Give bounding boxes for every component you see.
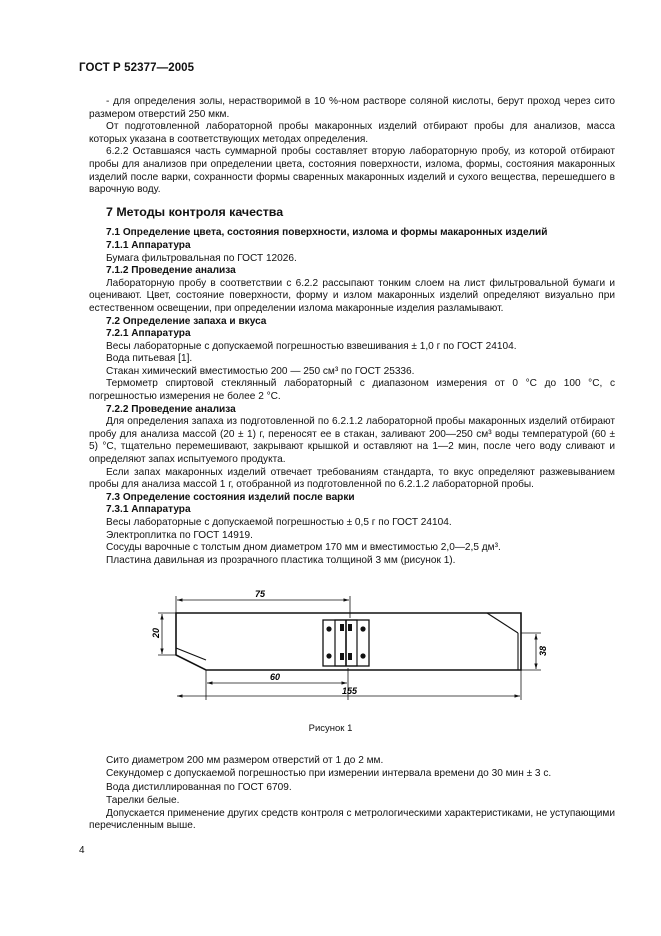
apparatus-item: Вода питьевая [1]. bbox=[106, 353, 193, 365]
paragraph: 6.2.2 Оставшаяся часть суммарной пробы составляет вторую лабораторную пробу, из которой отбирают пробы для анализов при определении цвета, состояния поверхности, излома, формы, состояния макаронных изделий после варки, сохранности формы сваренных макаронных изделий и сухого вещества, перешедшего в варочную воду. bbox=[89, 146, 615, 196]
apparatus-item: Стакан химический вместимостью 200 — 250 см³ по ГОСТ 25336. bbox=[106, 365, 415, 377]
apparatus-item: Термометр спиртовой стеклянный лабораторный с диапазоном измерения от 0 °С до 100 °С, с погрешностью измерения не более 2 °С. bbox=[89, 378, 615, 403]
apparatus-item: Секундомер с допускаемой погрешностью при измерении интервала времени до 30 мин ± 3 с. bbox=[106, 768, 552, 780]
apparatus-item: Вода дистиллированная по ГОСТ 6709. bbox=[106, 781, 292, 793]
apparatus-item: Электроплитка по ГОСТ 14919. bbox=[106, 529, 253, 541]
subsection-heading: 7.2.2 Проведение анализа bbox=[106, 403, 236, 415]
paragraph: Допускается применение других средств контроля с метрологическими характеристиками, не уступающими перечисленным выше. bbox=[89, 807, 615, 832]
figure-caption: Рисунок 1 bbox=[308, 723, 353, 734]
subsection-heading: 7.2.1 Аппаратура bbox=[106, 328, 191, 340]
apparatus-item: Весы лабораторные с допускаемой погрешностью взвешивания ± 1,0 г по ГОСТ 24104. bbox=[106, 340, 517, 352]
dim-label-inner: 60 bbox=[270, 672, 281, 682]
subsection-heading: 7.1.1 Аппаратура bbox=[106, 239, 191, 251]
paragraph: Если запах макаронных изделий отвечает требованиям стандарта, то вкус определяют разжевыванием пробы для анализа массой 1 г, отобранной из подготовленной по 6.2.1.2 лабораторной пробы. bbox=[89, 466, 615, 491]
main-text-continued bbox=[89, 754, 615, 833]
standard-header: ГОСТ Р 52377—2005 bbox=[79, 62, 195, 74]
apparatus-item: Пластина давильная из прозрачного пластика толщиной 3 мм (рисунок 1). bbox=[106, 554, 456, 566]
subsection-heading: 7.3 Определение состояния изделий после варки bbox=[106, 491, 355, 503]
paragraph: Для определения запаха из подготовленной по 6.2.1.2 лабораторной пробы макаронных изделий отбирают пробу для анализа массой (20 ± 1) г, переносят ее в стакан, заливают 200—250 см³ воды температурой (60 ± 5) °С, тщательно перемешивают, закрывают крышкой и оставляют на 1—2 мин, после чего воду сливают и определяют запах испытуемого продукта. bbox=[89, 416, 615, 466]
paragraph: Лабораторную пробу в соответствии с 6.2.2 рассыпают тонким слоем на лист фильтровальной бумаги и оценивают. Цвет, состояние поверхности, форму и излом макаронных изделий определяют визуально при естественном освещении, при определении излома макаронные изделия разламывают. bbox=[89, 277, 615, 314]
apparatus-item: Тарелки белые. bbox=[106, 795, 180, 807]
main-text bbox=[89, 96, 615, 567]
paragraph: От подготовленной лабораторной пробы макаронных изделий отбирают пробы для анализов, масса которых указана в соответствующих методах определения. bbox=[89, 121, 615, 145]
paragraph: Бумага фильтровальная по ГОСТ 12026. bbox=[106, 252, 297, 264]
plate-outline bbox=[176, 613, 521, 670]
apparatus-item: Весы лабораторные с допускаемой погрешностью ± 0,5 г по ГОСТ 24104. bbox=[106, 517, 452, 528]
subsection-heading: 7.3.1 Аппаратура bbox=[106, 504, 191, 516]
apparatus-item: Сосуды варочные с толстым дном диаметром 170 мм и вместимостью 2,0—2,5 дм³. bbox=[106, 542, 501, 554]
subsection-heading: 7.1.2 Проведение анализа bbox=[106, 265, 236, 277]
subsection-heading: 7.1 Определение цвета, состояния поверхности, излома и формы макаронных изделий bbox=[106, 227, 548, 239]
dim-label-top: 75 bbox=[255, 589, 266, 599]
pressure-plate-drawing bbox=[150, 588, 550, 708]
dim-label-right: 38 bbox=[538, 645, 548, 656]
apparatus-item: Сито диаметром 200 мм размером отверстий от 1 до 2 мм. bbox=[106, 755, 384, 766]
dim-label-left: 20 bbox=[151, 627, 161, 638]
paragraph: - для определения золы, нерастворимой в 10 %-ном растворе соляной кислоты, берут проход через сито размером отверстий 250 мкм. bbox=[89, 96, 615, 120]
page-number: 4 bbox=[79, 845, 85, 856]
subsection-heading: 7.2 Определение запаха и вкуса bbox=[106, 315, 267, 327]
section-heading: 7 Методы контроля качества bbox=[106, 204, 284, 219]
dim-label-total: 155 bbox=[342, 686, 358, 696]
